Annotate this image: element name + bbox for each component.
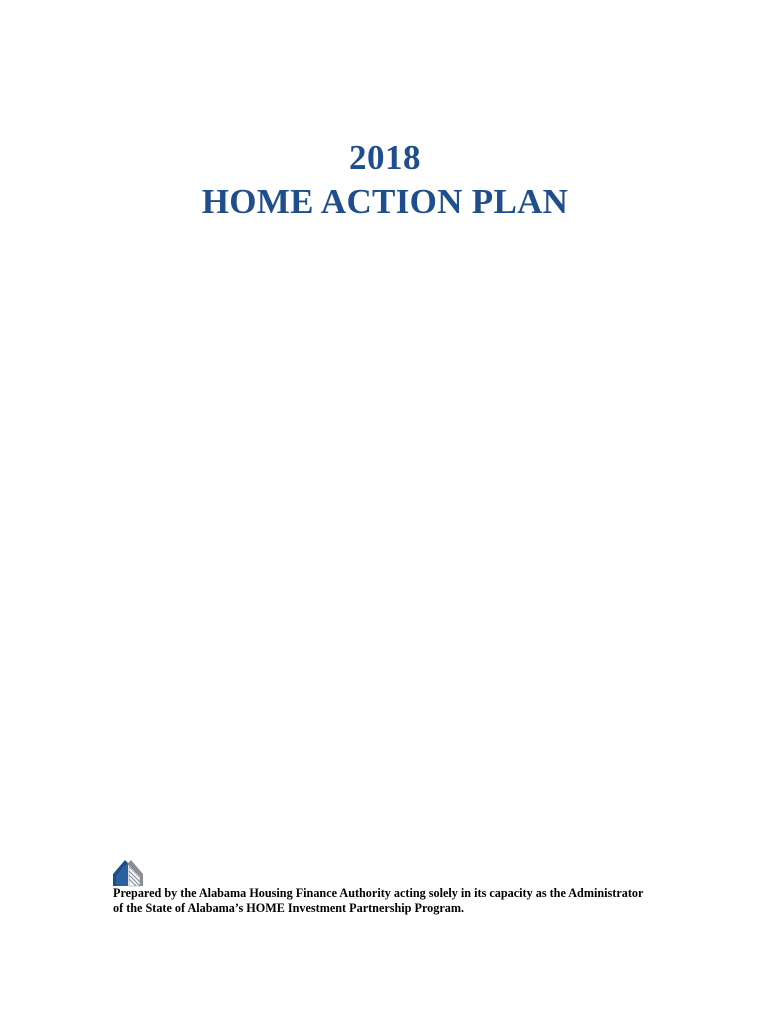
plan-year: 2018 bbox=[349, 138, 421, 177]
prepared-by-note bbox=[113, 886, 673, 916]
prepared-by-line-1: Prepared by the Alabama Housing Finance Authority acting solely in its capacity as the Administrator bbox=[113, 886, 644, 900]
prepared-by-line-2: of the State of Alabama’s HOME Investment Partnership Program. bbox=[113, 901, 465, 915]
ahfa-logo-icon bbox=[113, 858, 143, 888]
title-block bbox=[0, 136, 770, 224]
page-title: HOME ACTION PLAN bbox=[201, 182, 569, 221]
